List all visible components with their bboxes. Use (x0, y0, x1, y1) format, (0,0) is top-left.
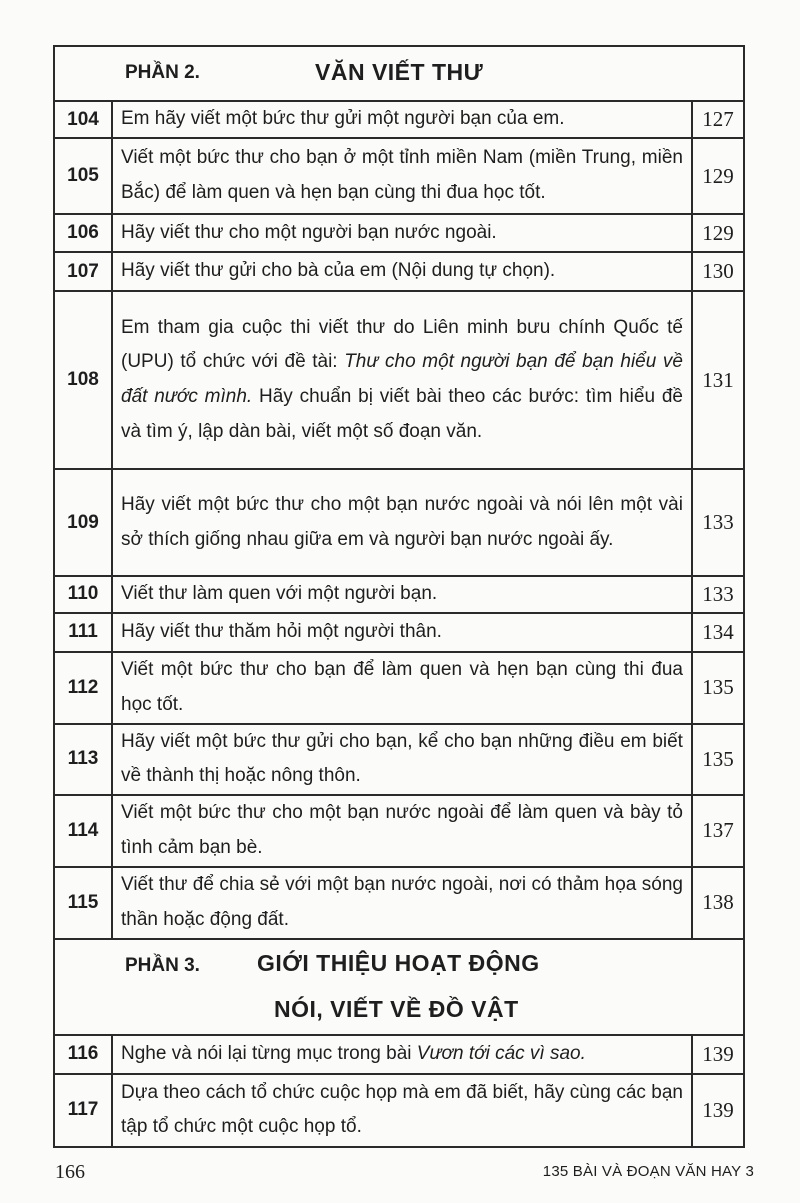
item-number: 117 (54, 1074, 112, 1147)
section-label: PHẦN 3. (125, 954, 200, 976)
item-number: 109 (54, 469, 112, 576)
table-row (54, 613, 744, 652)
item-title: Viết thư làm quen với một người bạn. (112, 576, 692, 613)
table-row (54, 291, 744, 469)
page-number: 130 (692, 252, 744, 291)
item-title: Viết một bức thư cho bạn để làm quen và hẹn bạn cùng thi đua học tốt. (112, 652, 692, 724)
section-header (54, 46, 744, 101)
page-number: 131 (692, 291, 744, 469)
item-number: 110 (54, 576, 112, 613)
item-title: Nghe và nói lại từng mục trong bài Vươn tới các vì sao. (112, 1035, 692, 1074)
section-title: VĂN VIẾT THƯ (315, 59, 484, 85)
item-title: Hãy viết thư thăm hỏi một người thân. (112, 613, 692, 652)
item-number: 106 (54, 214, 112, 252)
page-number: 129 (692, 214, 744, 252)
page-number: 137 (692, 795, 744, 867)
item-title: Em tham gia cuộc thi viết thư do Liên minh bưu chính Quốc tế (UPU) tổ chức với đề tài: Thư cho một người bạn để bạn hiểu về đất nước mình. Hãy chuẩn bị viết bài theo các bước: tìm hiểu đề và tìm ý, lập dàn bài, viết một số đoạn văn. (112, 291, 692, 469)
table-row (54, 652, 744, 724)
section-title-line1: GIỚI THIỆU HOẠT ĐỘNG (257, 949, 540, 976)
section-label: PHẦN 2. (125, 62, 200, 83)
item-title: Hãy viết một bức thư cho một bạn nước ngoài và nói lên một vài sở thích giống nhau giữa em và người bạn nước ngoài ấy. (112, 469, 692, 576)
table-of-contents (53, 45, 745, 1148)
table-row (54, 867, 744, 939)
item-title: Viết thư để chia sẻ với một bạn nước ngoài, nơi có thảm họa sóng thần hoặc động đất. (112, 867, 692, 939)
table-row (54, 469, 744, 576)
page-number: 133 (692, 576, 744, 613)
section-title-line2: NÓI, VIẾT VỀ ĐỒ VẬT (274, 995, 519, 1022)
table-row (54, 101, 744, 138)
item-title: Viết một bức thư cho một bạn nước ngoài để làm quen và bày tỏ tình cảm bạn bè. (112, 795, 692, 867)
item-number: 108 (54, 291, 112, 469)
item-title: Viết một bức thư cho bạn ở một tỉnh miền Nam (miền Trung, miền Bắc) để làm quen và hẹn bạn cùng thi đua học tốt. (112, 138, 692, 214)
table-row (54, 576, 744, 613)
page-number: 139 (692, 1074, 744, 1147)
page-number: 138 (692, 867, 744, 939)
item-title: Hãy viết một bức thư gửi cho bạn, kể cho bạn những điều em biết về thành thị hoặc nông thôn. (112, 724, 692, 795)
table-row (54, 1035, 744, 1074)
item-number: 116 (54, 1035, 112, 1074)
table-row (54, 214, 744, 252)
page-number: 134 (692, 613, 744, 652)
item-number: 114 (54, 795, 112, 867)
item-number: 115 (54, 867, 112, 939)
item-title: Em hãy viết một bức thư gửi một người bạn của em. (112, 101, 692, 138)
page-number: 129 (692, 138, 744, 214)
footer-page-number: 166 (55, 1161, 85, 1183)
item-title: Hãy viết thư cho một người bạn nước ngoài. (112, 214, 692, 252)
table-row (54, 252, 744, 291)
page-number: 139 (692, 1035, 744, 1074)
page-number: 127 (692, 101, 744, 138)
table-row (54, 138, 744, 214)
item-number: 107 (54, 252, 112, 291)
item-number: 104 (54, 101, 112, 138)
page-number: 135 (692, 724, 744, 795)
item-number: 111 (54, 613, 112, 652)
table-row (54, 1074, 744, 1147)
item-number: 105 (54, 138, 112, 214)
item-number: 112 (54, 652, 112, 724)
page-number: 135 (692, 652, 744, 724)
page-number: 133 (692, 469, 744, 576)
table-row (54, 724, 744, 795)
footer-book-title: 135 BÀI VÀ ĐOẠN VĂN HAY 3 (542, 1163, 754, 1180)
item-number: 113 (54, 724, 112, 795)
section-header (54, 939, 744, 1035)
table-row (54, 795, 744, 867)
item-title: Hãy viết thư gửi cho bà của em (Nội dung tự chọn). (112, 252, 692, 291)
item-title: Dựa theo cách tổ chức cuộc họp mà em đã biết, hãy cùng các bạn tập tổ chức một cuộc họp tổ. (112, 1074, 692, 1147)
